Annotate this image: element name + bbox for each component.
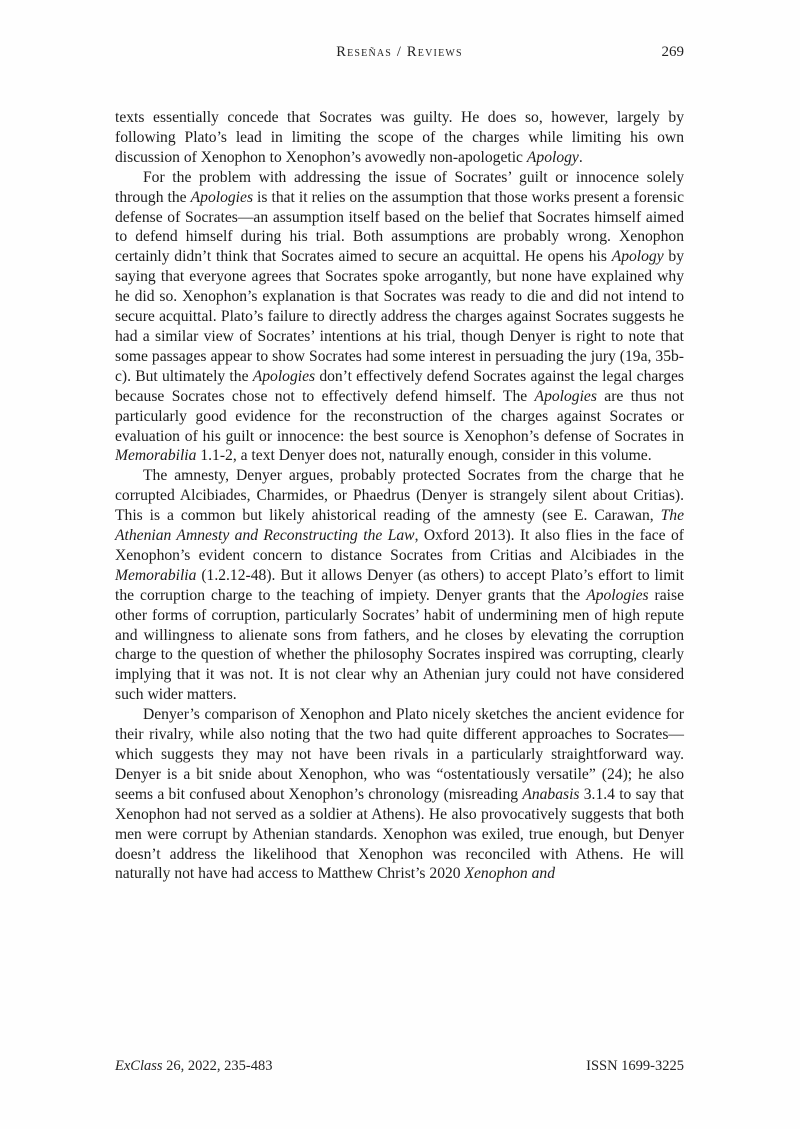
plain-text: are thus not particularly good evidence for the reconstruction of the charges against Socrates or evaluation of his guilt or innocence: the best source is Xenophon’s defense of Socrates in (115, 387, 684, 445)
plain-text: For the problem with addressing the issue of Socrates’ guilt or innocence solely through the (115, 168, 684, 206)
plain-text: (1.2.12-48). But it allows Denyer (as others) to accept Plato’s effort to limit the corruption charge to the teaching of impiety. Denyer grants that the (115, 566, 684, 604)
plain-text: by saying that everyone agrees that Socrates spoke arrogantly, but none have explained why he did so. Xenophon’s explanation is that Socrates was ready to die and did not intend to secure acquittal. Plato’s failure to directly address the charges against Socrates suggests he had a similar view of Socrates’ intentions at his trial, though Denyer is right to note that some passages appear to show Socrates had some interest in persuading the jury (19a, 35b-c). But ultimately the (115, 248, 685, 385)
italic-text: Memorabilia (115, 447, 197, 465)
italic-text: Xenophon and (464, 865, 556, 883)
plain-text: Denyer’s comparison of Xenophon and Plato nicely sketches the ancient evidence for their rivalry, while also noting that the two had quite different approaches to Socrates—which suggests they may not have been rivals in a particularly straightforward way. Denyer is a bit snide about Xenophon, who was “ostentatiously versatile” (24); he also seems a bit confused about Xenophon’s chronology (misreading (115, 706, 684, 803)
plain-text: The amnesty, Denyer argues, probably protected Socrates from the charge that he corrupted Alcibiades, Charmides, or Phaedrus (Denyer is strangely silent about Critias). This is a common but likely ahistorical reading of the amnesty (see E. Carawan, (115, 467, 684, 525)
page-number: 269 (661, 44, 684, 60)
plain-text: don’t effectively defend Socrates against the legal charges because Socrates chose not to effectively defend himself. The (115, 367, 684, 405)
italic-text: The Athenian Amnesty and Reconstructing the Law (115, 507, 684, 545)
footer-journal-info: 26, 2022, 235-483 (162, 1058, 273, 1074)
footer-journal (115, 1058, 273, 1075)
italic-text: Anabasis (522, 785, 580, 803)
paragraph (115, 168, 684, 467)
italic-text: Apology (526, 148, 579, 166)
plain-text: is that it relies on the assumption that those works present a forensic defense of Socrates—an assumption itself based on the belief that Socrates himself aimed to defend himself during his trial. Both assumptions are probably wrong. Xenophon certainly didn’t think that Socrates aimed to secure an acquittal. He opens his (115, 188, 685, 266)
plain-text: . (578, 148, 583, 166)
plain-text: texts essentially concede that Socrates was guilty. He does so, however, largely by following Plato’s lead in limiting the scope of the charges while limiting his own discussion of Xenophon to Xenophon’s avowedly non-apologetic (115, 109, 684, 166)
page-footer (115, 1058, 684, 1075)
plain-text: , Oxford 2013). It also flies in the face of Xenophon’s evident concern to distance Socrates from Critias and Alcibiades in the (115, 527, 684, 564)
footer-issn: ISSN 1699-3225 (586, 1058, 684, 1074)
italic-text: Apologies (252, 367, 316, 385)
running-head: Reseñas / Reviews (336, 44, 463, 60)
plain-text: raise other forms of corruption, particularly Socrates’ habit of undermining men of high repute and willingness to alienate sons from fathers, and he closes by elevating the corruption charge to the question of whether the philosophy Socrates inspired was corrupting, clearly implying that it was not. It is not clear why an Athenian jury could not have considered such wider matters. (115, 586, 684, 704)
body-text (115, 108, 684, 884)
plain-text: 1.1-2, a text Denyer does not, naturally enough, consider in this volume. (196, 447, 652, 465)
paragraph (115, 108, 684, 168)
plain-text: 3.1.4 to say that Xenophon had not served as a soldier at Athens). He also provocatively suggests that both men were corrupt by Athenian standards. Xenophon was exiled, true enough, but Denyer doesn’t address the likelihood that Xenophon was reconciled with Athens. He will naturally not have had access to Matthew Christ’s 2020 (115, 785, 684, 883)
page-header (115, 44, 684, 64)
footer-journal-name: ExClass (115, 1058, 163, 1074)
paragraph (115, 466, 684, 705)
italic-text: Apologies (586, 586, 649, 604)
italic-text: Memorabilia (115, 566, 197, 584)
italic-text: Apology (611, 248, 664, 266)
italic-text: Apologies (190, 188, 254, 206)
italic-text: Apologies (534, 387, 597, 405)
paragraph (115, 705, 684, 884)
